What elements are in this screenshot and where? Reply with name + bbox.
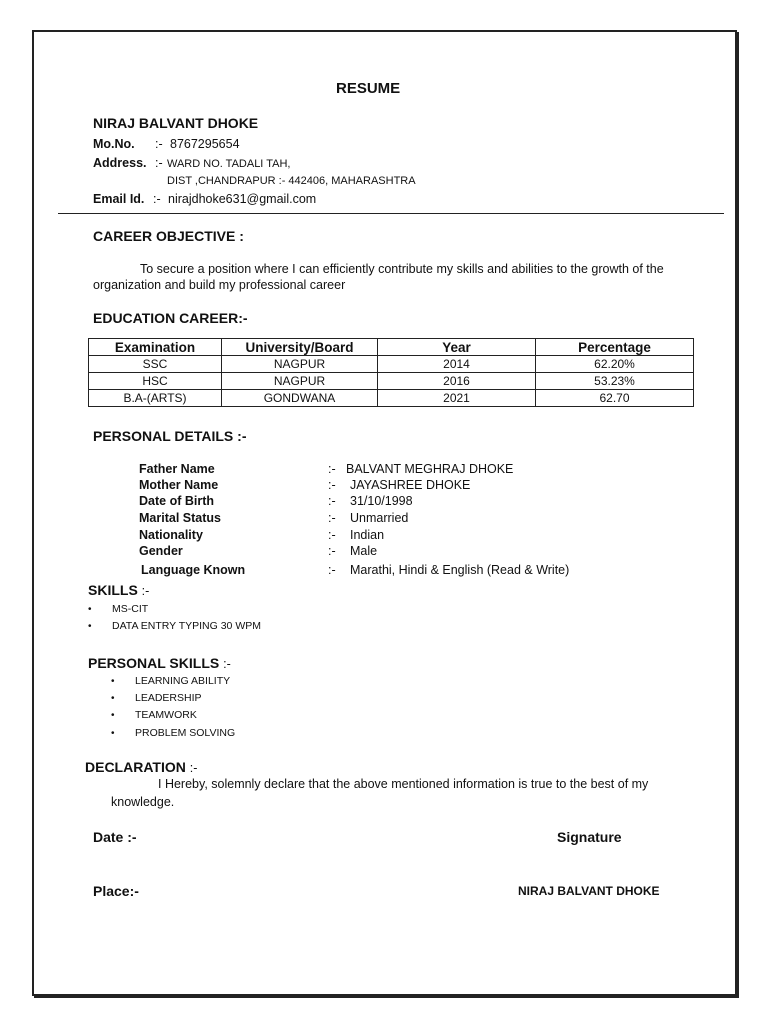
declaration-heading-suffix: :-	[189, 761, 198, 775]
skill-item: DATA ENTRY TYPING 30 WPM	[112, 620, 261, 632]
col-examination: Examination	[89, 339, 222, 356]
bullet-icon: •	[111, 728, 115, 739]
personal-skills-heading-suffix: :-	[223, 657, 231, 671]
detail-value: Marathi, Hindi & English (Read & Write)	[350, 563, 570, 577]
resume-title: RESUME	[336, 80, 401, 97]
detail-sep: :-	[328, 511, 336, 525]
place-label: Place:-	[93, 883, 139, 899]
list-item	[111, 692, 202, 704]
cell-percentage: 62.70	[536, 390, 694, 407]
declaration-line-2: knowledge.	[111, 795, 175, 809]
bullet-icon: •	[88, 621, 92, 632]
candidate-name: NIRAJ BALVANT DHOKE	[93, 115, 259, 131]
detail-key: Father Name	[139, 462, 215, 476]
email-sep: :-	[153, 192, 161, 206]
personal-skill-item: PROBLEM SOLVING	[135, 727, 236, 739]
detail-value: Indian	[350, 528, 385, 542]
col-university-board: University/Board	[222, 339, 378, 356]
detail-sep: :-	[328, 528, 336, 542]
table-row	[89, 373, 694, 390]
cell-board: GONDWANA	[222, 390, 378, 407]
personal-skill-item: LEADERSHIP	[135, 692, 202, 704]
cell-board: NAGPUR	[222, 356, 378, 373]
education-table	[88, 338, 694, 407]
detail-key: Mother Name	[139, 478, 219, 492]
career-objective-heading: CAREER OBJECTIVE :	[93, 228, 244, 244]
table-row	[89, 390, 694, 407]
cell-year: 2016	[378, 373, 536, 390]
detail-value: 31/10/1998	[350, 494, 413, 508]
email-label: Email Id.	[93, 192, 145, 206]
cell-board: NAGPUR	[222, 373, 378, 390]
education-heading: EDUCATION CAREER:-	[93, 310, 248, 326]
mobile-sep: :-	[155, 137, 163, 151]
declaration-line-1: I Hereby, solemnly declare that the above mentioned information is true to the best of my	[158, 777, 649, 791]
list-item	[88, 620, 261, 632]
detail-key: Marital Status	[139, 511, 221, 525]
cell-year: 2014	[378, 356, 536, 373]
bullet-icon: •	[88, 604, 92, 615]
detail-value: Male	[350, 544, 378, 558]
address-line-1: WARD NO. TADALI TAH,	[167, 158, 291, 170]
declaration-heading: DECLARATION	[85, 759, 186, 775]
education-header-row	[89, 339, 694, 356]
detail-sep: :-	[328, 544, 336, 558]
signature-label: Signature	[557, 829, 622, 845]
cell-percentage: 62.20%	[536, 356, 694, 373]
cell-percentage: 53.23%	[536, 373, 694, 390]
personal-details-heading: PERSONAL DETAILS :-	[93, 428, 247, 444]
address-line-2: DIST ,CHANDRAPUR :- 442406, MAHARASHTRA	[167, 175, 416, 187]
personal-skills-heading: PERSONAL SKILLS	[88, 655, 220, 671]
skill-item: MS-CIT	[112, 603, 149, 615]
list-item	[88, 603, 148, 615]
date-label: Date :-	[93, 829, 137, 845]
mobile-value: 8767295654	[170, 137, 240, 151]
detail-key: Nationality	[139, 528, 203, 542]
signature-name: NIRAJ BALVANT DHOKE	[518, 884, 660, 898]
detail-sep: :-	[328, 462, 336, 476]
personal-skill-item: TEAMWORK	[135, 709, 197, 721]
cell-year: 2021	[378, 390, 536, 407]
header-divider	[58, 213, 724, 214]
career-objective-line-2: organization and build my professional career	[93, 278, 346, 292]
cell-examination: SSC	[89, 356, 222, 373]
skills-heading-suffix: :-	[141, 584, 150, 598]
bullet-icon: •	[111, 693, 115, 704]
detail-sep: :-	[328, 494, 336, 508]
list-item	[111, 675, 230, 687]
skills-heading-wrap	[88, 582, 149, 598]
career-objective-line-1: To secure a position where I can efficiently contribute my skills and abilities to the growth of the	[140, 262, 664, 276]
detail-value: BALVANT MEGHRAJ DHOKE	[346, 462, 514, 476]
detail-key: Language Known	[141, 563, 246, 577]
table-row	[89, 356, 694, 373]
detail-key: Date of Birth	[139, 494, 214, 508]
skills-heading: SKILLS	[88, 582, 138, 598]
detail-value: JAYASHREE DHOKE	[350, 478, 471, 492]
address-sep: :-	[155, 156, 163, 170]
personal-skills-heading-wrap	[88, 655, 231, 671]
bullet-icon: •	[111, 710, 115, 721]
list-item	[111, 727, 235, 739]
declaration-heading-wrap	[85, 759, 197, 775]
email-value: nirajdhoke631@gmail.com	[168, 192, 317, 206]
mobile-label: Mo.No.	[93, 137, 135, 151]
col-year: Year	[378, 339, 536, 356]
address-label: Address.	[93, 156, 147, 170]
cell-examination: HSC	[89, 373, 222, 390]
bullet-icon: •	[111, 676, 115, 687]
detail-key: Gender	[139, 544, 183, 558]
detail-value: Unmarried	[350, 511, 409, 525]
detail-sep: :-	[328, 478, 336, 492]
col-percentage: Percentage	[536, 339, 694, 356]
detail-sep: :-	[328, 563, 336, 577]
list-item	[111, 709, 197, 721]
personal-skill-item: LEARNING ABILITY	[135, 675, 231, 687]
cell-examination: B.A-(ARTS)	[89, 390, 222, 407]
